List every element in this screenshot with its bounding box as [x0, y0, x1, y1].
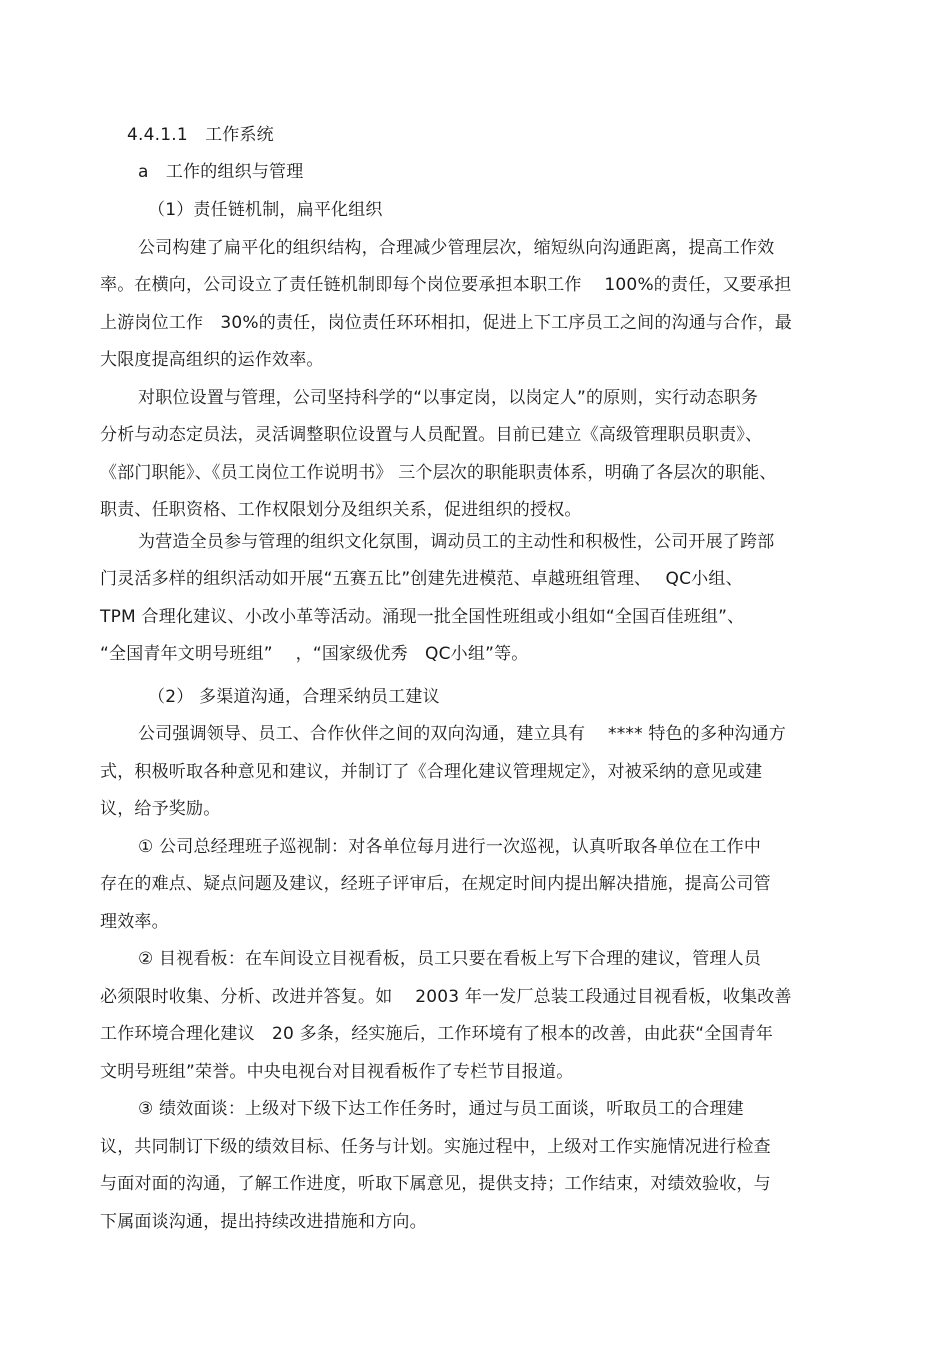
para1-line: 上游岗位工作 30%的责任，岗位责任环环相扣，促进上下工序员工之间的沟通与合作，最 — [100, 313, 792, 333]
item3-line: 下属面谈沟通，提出持续改进措施和方向。 — [100, 1212, 427, 1232]
item1-line: 理效率。 — [100, 912, 169, 932]
para3-line: 门灵活多样的组织活动如开展“五赛五比”创建先进模范、卓越班组管理、 QC小组、 — [100, 569, 743, 589]
item3-line: 议，共同制订下级的绩效目标、任务与计划。实施过程中，上级对工作实施情况进行检查 — [100, 1137, 771, 1157]
item2-line: 必须限时收集、分析、改进并答复。如 2003 年一发厂总装工段通过目视看板，收集改善 — [100, 987, 792, 1007]
item2-line: 文明号班组”荣誉。中央电视台对目视看板作了专栏节目报道。 — [100, 1062, 574, 1082]
para1-line: 公司构建了扁平化的组织结构，合理减少管理层次，缩短纵向沟通距离，提高工作效 — [138, 238, 775, 258]
item1-line: ① 公司总经理班子巡视制：对各单位每月进行一次巡视，认真听取各单位在工作中 — [138, 837, 762, 857]
para2-line: 职责、任职资格、工作权限划分及组织关系，促进组织的授权。 — [100, 500, 582, 520]
item2-line: 工作环境合理化建议 20 多条，经实施后，工作环境有了根本的改善，由此获“全国青年 — [100, 1024, 774, 1044]
para2-line: 分析与动态定员法，灵活调整职位设置与人员配置。目前已建立《高级管理职员职责》、 — [100, 425, 763, 445]
para2-line: 对职位设置与管理，公司坚持科学的“以事定岗，以岗定人”的原则，实行动态职务 — [138, 388, 759, 408]
item1-line: 存在的难点、疑点问题及建议，经班子评审后，在规定时间内提出解决措施，提高公司管 — [100, 874, 771, 894]
para1-line: 大限度提高组织的运作效率。 — [100, 350, 324, 370]
subsection-heading: a 工作的组织与管理 — [138, 162, 304, 182]
para4-line: 议，给予奖励。 — [100, 799, 221, 819]
para4-line: 式，积极听取各种意见和建议，并制订了《合理化建议管理规定》，对被采纳的意见或建 — [100, 762, 763, 782]
part2-heading: （2） 多渠道沟通，合理采纳员工建议 — [148, 687, 440, 707]
item3-line: ③ 绩效面谈：上级对下级下达工作任务时，通过与员工面谈，听取员工的合理建 — [138, 1099, 744, 1119]
para3-line: “全国青年文明号班组” ，“国家级优秀 QC小组”等。 — [100, 644, 529, 664]
para2-line: 《部门职能》、《员工岗位工作说明书》 三个层次的职能职责体系，明确了各层次的职能、 — [100, 463, 777, 483]
item3-line: 与面对面的沟通，了解工作进度，听取下属意见，提供支持；工作结束，对绩效验收，与 — [100, 1174, 771, 1194]
para4-line: 公司强调领导、员工、合作伙伴之间的双向沟通，建立具有 **** 特色的多种沟通方 — [138, 724, 787, 744]
para3-line: 为营造全员参与管理的组织文化氛围，调动员工的主动性和积极性，公司开展了跨部 — [138, 532, 775, 552]
part1-heading: （1）责任链机制，扁平化组织 — [148, 200, 383, 220]
para3-line: TPM 合理化建议、小改小革等活动。涌现一批全国性班组或小组如“全国百佳班组”、 — [100, 607, 745, 627]
section-heading: 4.4.1.1 工作系统 — [127, 125, 274, 145]
item2-line: ② 目视看板：在车间设立目视看板，员工只要在看板上写下合理的建议，管理人员 — [138, 949, 762, 969]
para1-line: 率。在横向，公司设立了责任链机制即每个岗位要承担本职工作 100%的责任，又要承担 — [100, 275, 792, 295]
